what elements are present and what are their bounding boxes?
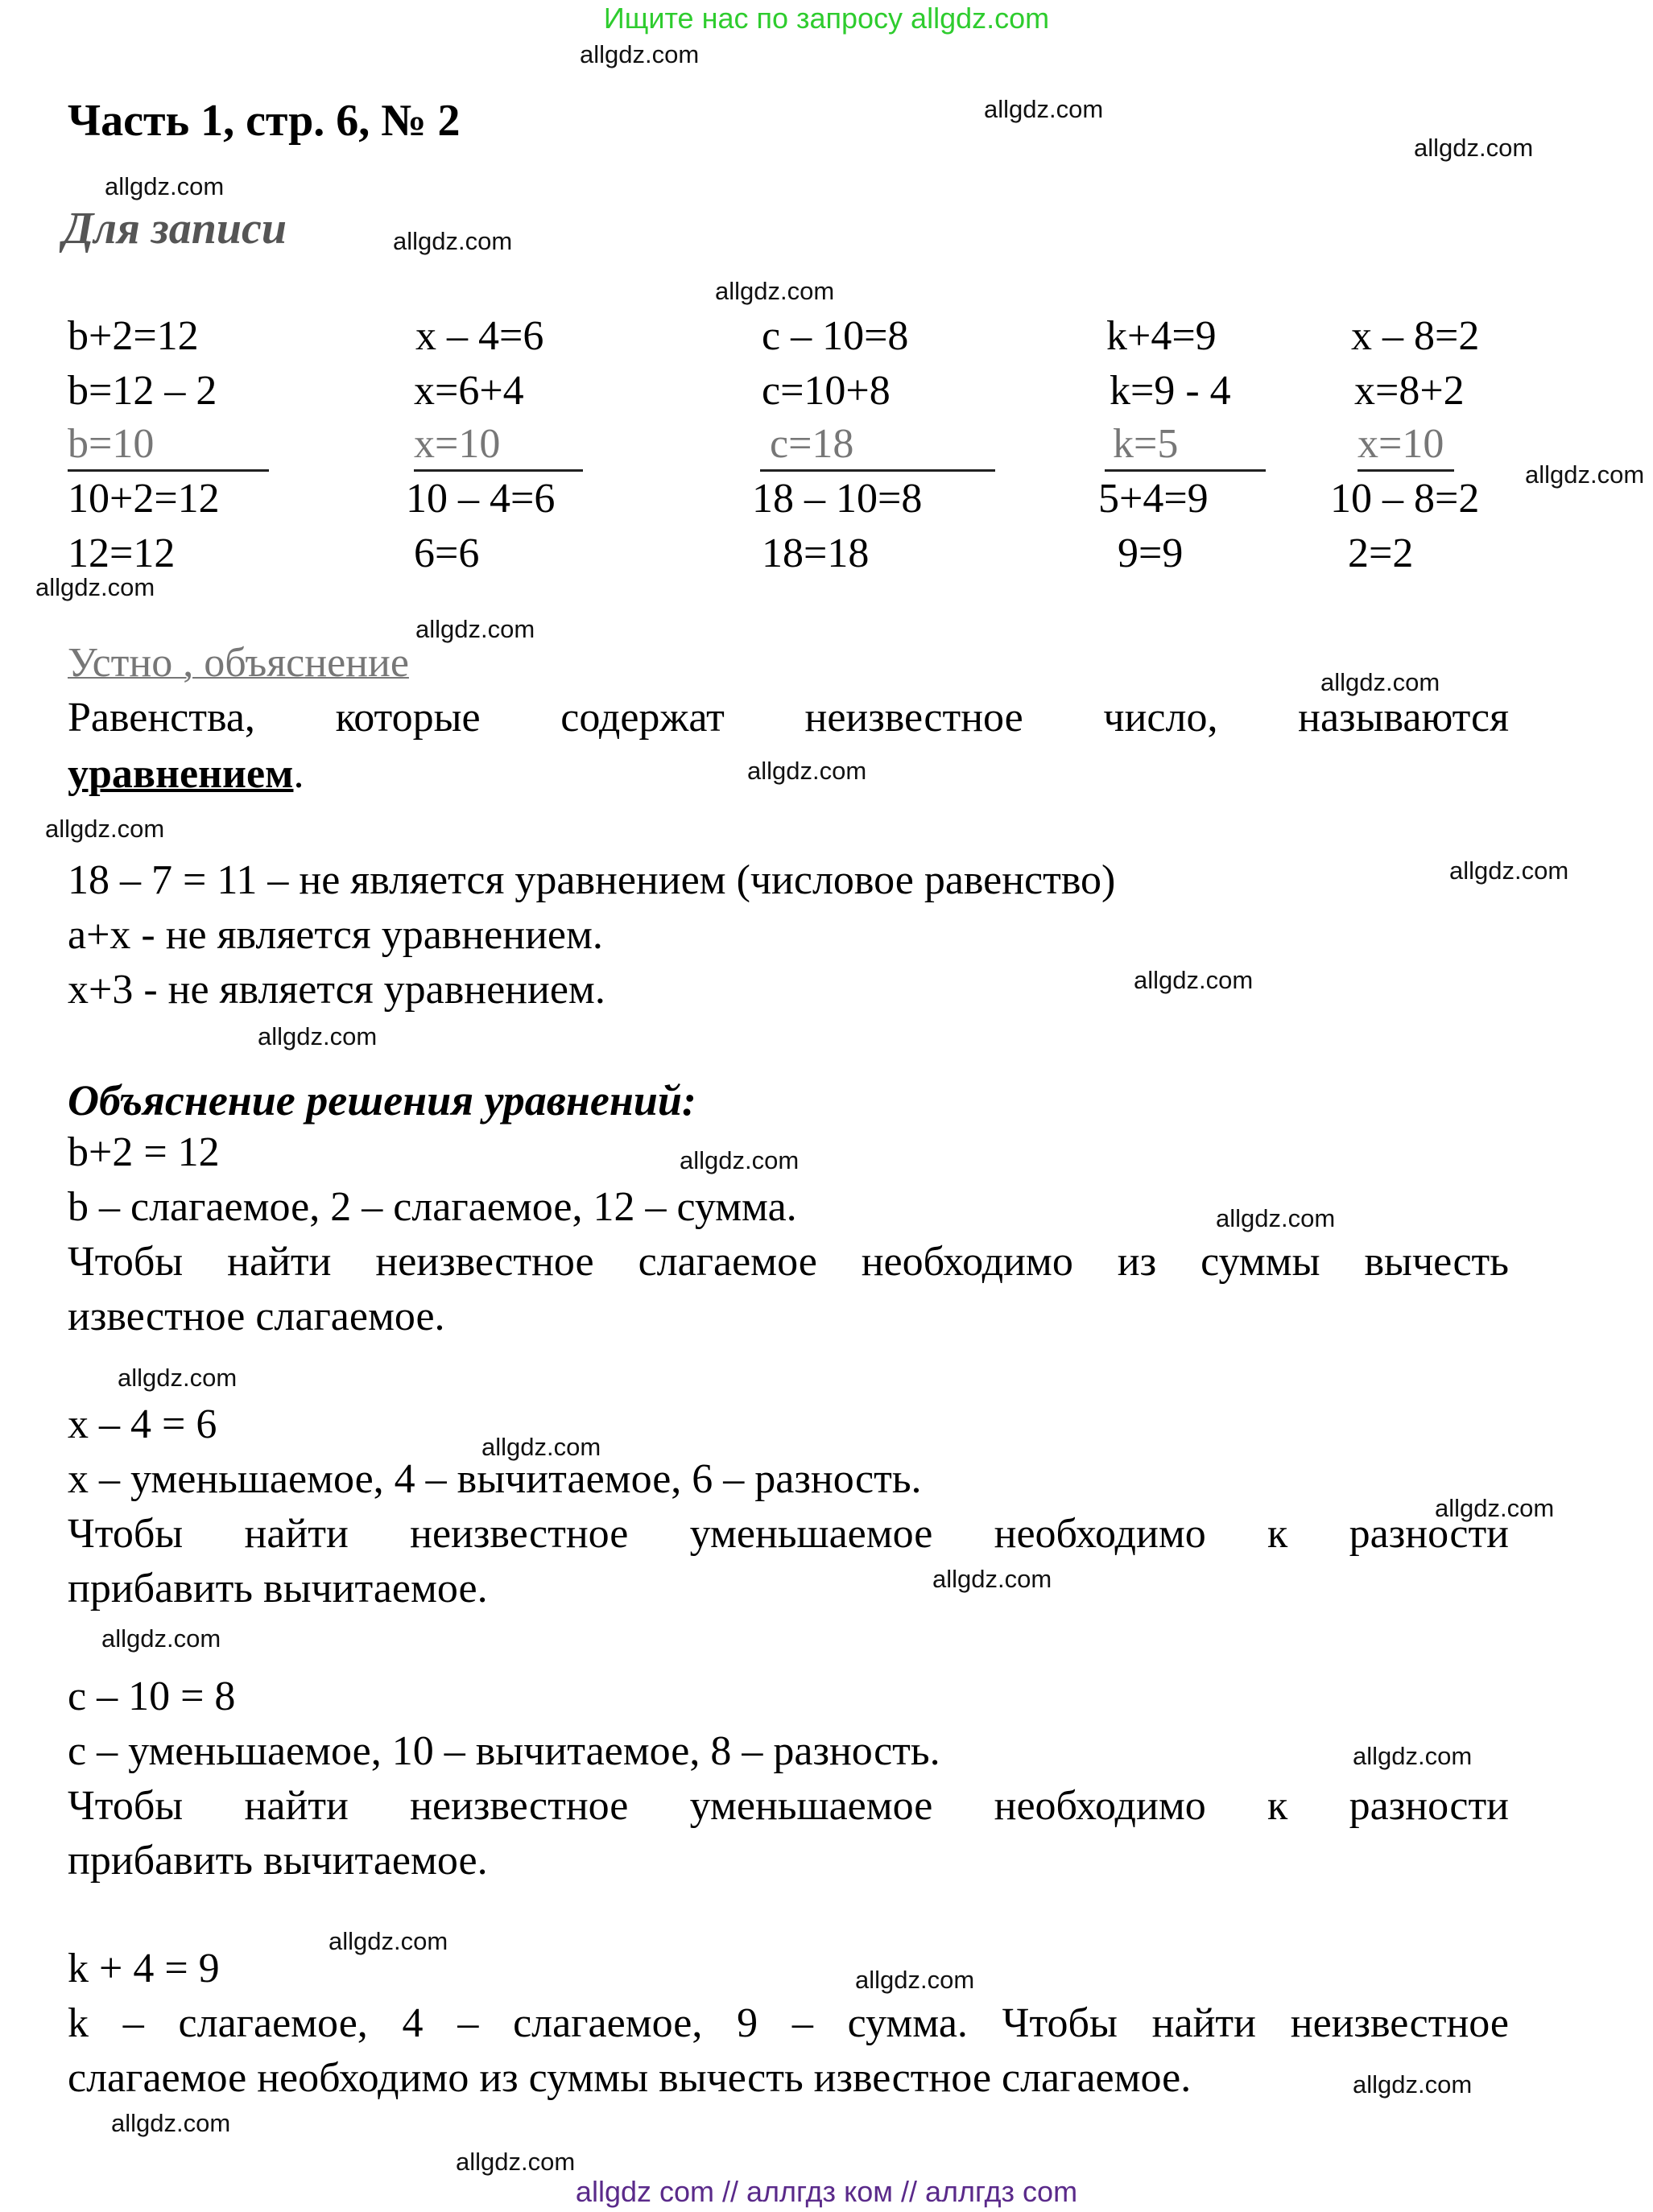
- explanation-4-rule: слагаемое необходимо из суммы вычесть известное слагаемое.: [68, 2055, 1192, 2101]
- definition-end: .: [293, 751, 304, 797]
- watermark: allgdz.com: [1414, 134, 1534, 162]
- watermark: allgdz.com: [1435, 1494, 1555, 1522]
- watermark: allgdz.com: [393, 227, 513, 255]
- not-equation-2: a+x - не является уравнением.: [68, 912, 603, 958]
- oral-label: Устно , объяснение: [68, 640, 409, 686]
- watermark: allgdz.com: [1449, 856, 1569, 885]
- col3-row3: c=18: [760, 420, 995, 472]
- col2-row2: x=6+4: [414, 368, 524, 414]
- watermark: allgdz.com: [1353, 1742, 1473, 1770]
- watermark: allgdz.com: [715, 277, 835, 305]
- col5-row5: 2=2: [1348, 530, 1414, 576]
- watermark: allgdz.com: [680, 1146, 800, 1174]
- col4-row2: k=9 - 4: [1110, 368, 1231, 414]
- explanation-4-equation: k + 4 = 9: [68, 1946, 220, 1991]
- col2-row4: 10 – 4=6: [406, 476, 556, 522]
- explanation-2-parts: x – уменьшаемое, 4 – вычитаемое, 6 – разность.: [68, 1456, 922, 1502]
- col4-row4: 5+4=9: [1098, 476, 1209, 522]
- explanation-3-equation: c – 10 = 8: [68, 1673, 236, 1719]
- col1-row1: b+2=12: [68, 313, 199, 359]
- watermark: allgdz.com: [1134, 966, 1254, 994]
- watermark: allgdz.com: [1353, 2070, 1473, 2099]
- watermark: allgdz.com: [984, 95, 1104, 123]
- col4-row3: k=5: [1105, 420, 1266, 472]
- explanation-3-parts: c – уменьшаемое, 10 – вычитаемое, 8 – разность.: [68, 1728, 940, 1774]
- col2-row3: x=10: [414, 420, 583, 472]
- watermark: allgdz.com: [456, 2148, 576, 2176]
- watermark: allgdz.com: [329, 1927, 448, 1955]
- explanation-1-equation: b+2 = 12: [68, 1129, 220, 1175]
- col5-row4: 10 – 8=2: [1330, 476, 1480, 522]
- explanation-4-parts: k – слагаемое, 4 – слагаемое, 9 – сумма. Чтобы найти неизвестное: [68, 2000, 1509, 2046]
- watermark: allgdz.com: [258, 1022, 378, 1050]
- col4-row5: 9=9: [1118, 530, 1184, 576]
- col2-row5: 6=6: [414, 530, 480, 576]
- top-banner[interactable]: Ищите нас по запросу allgdz.com: [603, 2, 1050, 35]
- watermark: allgdz.com: [111, 2109, 231, 2137]
- footer-links[interactable]: allgdz com // аллгдз ком // аллгдз com: [575, 2175, 1078, 2208]
- watermark: allgdz.com: [580, 40, 700, 68]
- definition-line: Равенства, которые содержат неизвестное число, называются: [68, 695, 1509, 741]
- explanation-title: Объяснение решения уравнений:: [68, 1076, 696, 1125]
- col1-row5: 12=12: [68, 530, 176, 576]
- col3-row4: 18 – 10=8: [752, 476, 923, 522]
- explanation-3-rule-cont: прибавить вычитаемое.: [68, 1838, 488, 1884]
- explanation-2-equation: x – 4 = 6: [68, 1401, 217, 1447]
- not-equation-1: 18 – 7 = 11 – не является уравнением (числовое равенство): [68, 857, 1116, 903]
- watermark: allgdz.com: [1525, 460, 1645, 489]
- watermark: allgdz.com: [45, 815, 165, 843]
- explanation-2-rule-cont: прибавить вычитаемое.: [68, 1566, 488, 1612]
- watermark: allgdz.com: [101, 1624, 221, 1653]
- watermark: allgdz.com: [481, 1433, 601, 1461]
- col3-row5: 18=18: [762, 530, 870, 576]
- watermark: allgdz.com: [1320, 668, 1440, 696]
- col5-row2: x=8+2: [1354, 368, 1465, 414]
- watermark: allgdz.com: [747, 757, 867, 785]
- definition-term-line: [68, 750, 304, 798]
- col3-row1: c – 10=8: [762, 313, 909, 359]
- watermark: allgdz.com: [415, 615, 535, 643]
- col1-row3: b=10: [68, 420, 269, 472]
- watermark: allgdz.com: [35, 573, 155, 601]
- explanation-1-parts: b – слагаемое, 2 – слагаемое, 12 – сумма.: [68, 1184, 797, 1230]
- explanation-1-rule-cont: известное слагаемое.: [68, 1294, 445, 1339]
- watermark: allgdz.com: [855, 1966, 975, 1994]
- watermark: allgdz.com: [105, 172, 225, 200]
- col5-row1: x – 8=2: [1351, 313, 1480, 359]
- explanation-3-rule: Чтобы найти неизвестное уменьшаемое необходимо к разности: [68, 1783, 1509, 1829]
- not-equation-3: x+3 - не является уравнением.: [68, 967, 605, 1013]
- col2-row1: x – 4=6: [415, 313, 544, 359]
- definition-term: уравнением: [68, 751, 294, 797]
- page-title: Часть 1, стр. 6, № 2: [68, 96, 461, 146]
- explanation-1-rule: Чтобы найти неизвестное слагаемое необходимо из суммы вычесть: [68, 1239, 1509, 1285]
- col3-row2: c=10+8: [762, 368, 891, 414]
- col1-row4: 10+2=12: [68, 476, 220, 522]
- col1-row2: b=12 – 2: [68, 368, 217, 414]
- watermark: allgdz.com: [1216, 1204, 1336, 1232]
- watermark: allgdz.com: [118, 1364, 238, 1392]
- watermark: allgdz.com: [932, 1565, 1052, 1593]
- explanation-2-rule: Чтобы найти неизвестное уменьшаемое необходимо к разности: [68, 1511, 1509, 1557]
- col5-row3: x=10: [1358, 420, 1454, 472]
- col4-row1: k+4=9: [1106, 313, 1217, 359]
- record-label: Для записи: [63, 204, 287, 254]
